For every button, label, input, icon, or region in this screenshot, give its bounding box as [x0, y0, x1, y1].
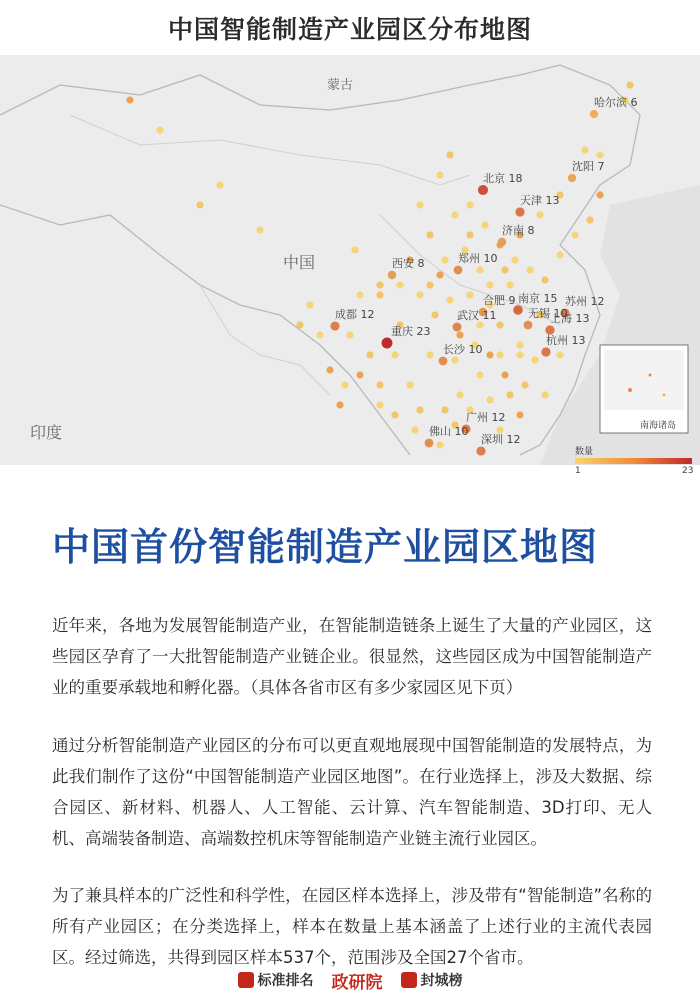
park-dot — [431, 311, 438, 318]
city-label: 南京 15 — [518, 292, 558, 305]
park-dot — [516, 351, 523, 358]
logo-text: 标准排名 — [257, 973, 314, 989]
park-dot — [501, 371, 508, 378]
park-dot — [426, 351, 433, 358]
park-dot — [581, 146, 588, 153]
park-dot — [451, 356, 458, 363]
park-dot — [486, 351, 493, 358]
map-canvas — [0, 55, 700, 465]
city-label: 佛山 10 — [429, 425, 469, 438]
label-china: 中国 — [283, 253, 316, 272]
park-dot — [341, 381, 348, 388]
city-dot — [478, 185, 488, 195]
park-dot — [456, 391, 463, 398]
logo-text: 政研院 — [331, 972, 383, 993]
page-title: 中国智能制造产业园区分布地图 — [167, 15, 532, 44]
city-label: 苏州 12 — [565, 295, 605, 308]
park-dot — [391, 411, 398, 418]
park-dot — [376, 291, 383, 298]
park-dot — [556, 251, 563, 258]
city-label: 广州 12 — [466, 411, 506, 424]
park-dot — [511, 256, 518, 263]
park-dot — [541, 391, 548, 398]
park-dot — [156, 126, 163, 133]
park-dot — [466, 291, 473, 298]
park-dot — [396, 281, 403, 288]
park-dot — [441, 256, 448, 263]
paragraph-3: 为了兼具样本的广泛性和科学性，在园区样本选择上，涉及带有“智能制造”名称的所有产业园区；在分类选择上，样本在数量上基本涵盖了上述行业的主流代表园区。经过筛选，共得到园区样本537个，范围涉及全国27个省市。 — [52, 886, 652, 967]
city-dot — [524, 321, 533, 330]
paragraph-1: 近年来，各地为发展智能制造产业，在智能制造链条上诞生了大量的产业园区，这些园区孕育了一大批智能制造产业链企业。很显然，这些园区成为中国智能制造产业的重要承载地和孵化器。（具体各省市区有多少家园区见下页） — [52, 616, 652, 697]
logo-policy-institute — [332, 968, 383, 993]
park-dot — [336, 401, 343, 408]
park-dot — [516, 341, 523, 348]
logo-fengchengbang — [401, 970, 463, 990]
park-dot — [501, 266, 508, 273]
park-dot — [346, 331, 353, 338]
legend-title: 数量 — [575, 447, 594, 457]
park-dot — [596, 151, 603, 158]
park-dot — [391, 351, 398, 358]
park-dot — [256, 226, 263, 233]
paragraph-2: 通过分析智能制造产业园区的分布可以更直观地展现中国智能制造的发展特点，为此我们制作了这份“中国智能制造产业园区地图”。在行业选择上，涉及大数据、综合园区、新材料、机器人、人工智能、云计算、汽车智能制造、3D打印、无人机、高端装备制造、高端数控机床等智能制造产业链主流行业园区。 — [52, 736, 652, 848]
park-dot — [506, 391, 513, 398]
footer-logos — [0, 968, 700, 992]
park-dot — [411, 426, 418, 433]
legend-gradient — [575, 458, 692, 464]
park-dot — [316, 331, 323, 338]
headline: 中国首份智能制造产业园区地图 — [52, 525, 599, 569]
park-dot — [556, 351, 563, 358]
park-dot — [521, 381, 528, 388]
park-dot — [486, 281, 493, 288]
park-dot — [376, 381, 383, 388]
legend-min: 1 — [575, 466, 581, 476]
park-dot — [596, 191, 603, 198]
city-dot — [515, 207, 524, 216]
park-dot — [516, 411, 523, 418]
city-dot — [590, 110, 598, 118]
city-dot — [382, 338, 393, 349]
city-dot — [425, 439, 434, 448]
park-dot — [351, 246, 358, 253]
city-dot — [568, 174, 576, 182]
logo-mark-icon — [238, 972, 254, 988]
south-sea-inset — [600, 345, 688, 433]
park-dot — [416, 291, 423, 298]
city-label: 哈尔滨 6 — [594, 96, 638, 109]
park-dot — [536, 211, 543, 218]
park-dot — [406, 381, 413, 388]
city-dot — [439, 357, 448, 366]
park-dot — [436, 271, 443, 278]
park-dot — [446, 296, 453, 303]
park-dot — [326, 366, 333, 373]
park-dot — [426, 281, 433, 288]
park-dot — [541, 276, 548, 283]
city-dot — [541, 347, 550, 356]
label-india: 印度 — [30, 423, 63, 442]
park-dot — [466, 231, 473, 238]
city-dot — [453, 323, 462, 332]
park-dot — [446, 151, 453, 158]
city-label: 杭州 13 — [546, 334, 586, 347]
city-label: 深圳 12 — [481, 433, 521, 446]
city-dot — [476, 446, 485, 455]
park-dot — [306, 301, 313, 308]
park-dot — [296, 321, 303, 328]
park-dot — [376, 281, 383, 288]
park-dot — [476, 266, 483, 273]
park-dot — [456, 331, 463, 338]
park-dot — [466, 201, 473, 208]
logo-text: 封城榜 — [420, 973, 463, 989]
city-label: 上海 13 — [550, 312, 590, 325]
city-label: 重庆 23 — [391, 325, 431, 338]
park-dot — [216, 181, 223, 188]
logo-standard-ranking — [238, 970, 314, 990]
park-dot — [126, 96, 133, 103]
park-dot — [441, 406, 448, 413]
city-label: 天津 13 — [520, 194, 560, 207]
park-dot — [436, 171, 443, 178]
park-dot — [356, 371, 363, 378]
logo-mark-icon — [401, 972, 417, 988]
park-dot — [426, 231, 433, 238]
china-map — [0, 55, 700, 476]
park-dot — [531, 356, 538, 363]
park-dot — [376, 401, 383, 408]
park-dot — [196, 201, 203, 208]
city-label: 西安 8 — [392, 257, 425, 270]
park-dot — [416, 406, 423, 413]
park-dot — [496, 321, 503, 328]
park-dot — [476, 371, 483, 378]
city-dot — [454, 266, 463, 275]
park-dot — [486, 396, 493, 403]
park-dot — [496, 351, 503, 358]
city-label: 合肥 9 — [483, 294, 516, 307]
city-label: 沈阳 7 — [572, 160, 605, 173]
park-dot — [476, 321, 483, 328]
city-label: 郑州 10 — [458, 252, 498, 265]
inset-label: 南海诸岛 — [640, 421, 677, 431]
city-label: 成都 12 — [335, 308, 375, 321]
park-dot — [366, 351, 373, 358]
park-dot — [416, 201, 423, 208]
city-label: 北京 18 — [483, 172, 523, 185]
city-label: 无锡 10 — [528, 307, 568, 320]
park-dot — [451, 211, 458, 218]
city-dot — [388, 271, 396, 279]
city-label: 济南 8 — [502, 224, 535, 237]
legend-max: 23 — [682, 466, 694, 476]
park-dot — [436, 441, 443, 448]
park-dot — [626, 81, 633, 88]
label-mongolia: 蒙古 — [327, 78, 354, 93]
city-dot — [498, 238, 506, 246]
park-dot — [571, 231, 578, 238]
park-dot — [586, 216, 593, 223]
park-dot — [481, 221, 488, 228]
city-label: 武汉 11 — [457, 309, 497, 322]
park-dot — [526, 266, 533, 273]
park-dot — [506, 281, 513, 288]
city-dot — [330, 321, 339, 330]
park-dot — [356, 291, 363, 298]
city-label: 长沙 10 — [443, 343, 483, 356]
